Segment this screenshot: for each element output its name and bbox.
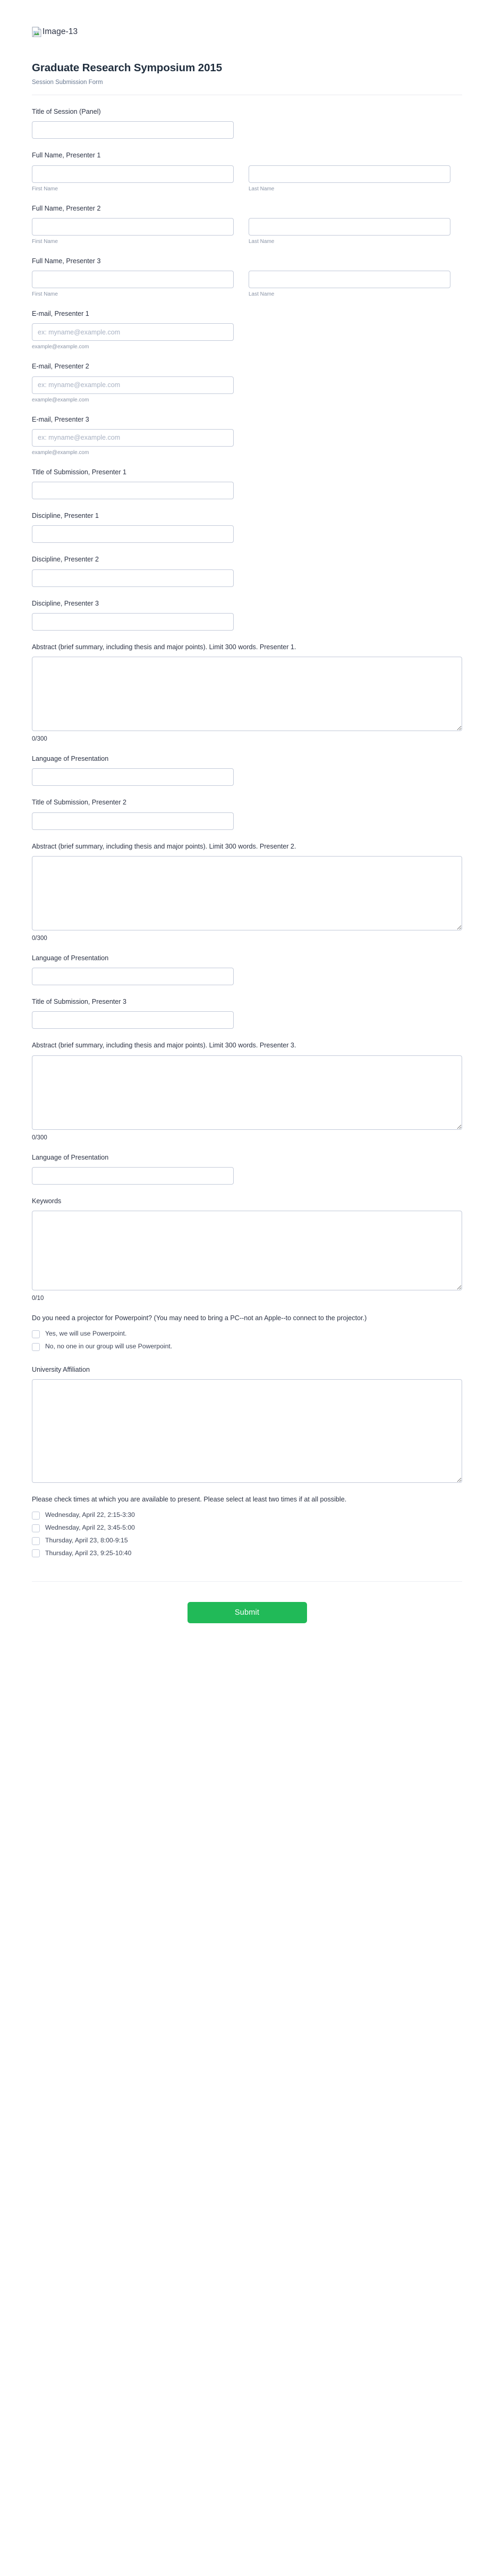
field-submission-title2 — [32, 786, 462, 829]
presenter1-first-name-hint: First Name — [32, 186, 58, 192]
language2-input[interactable] — [32, 968, 234, 985]
field-university-affiliation — [32, 1353, 462, 1483]
field-language1 — [32, 742, 462, 786]
discipline2-input[interactable] — [32, 569, 234, 587]
form-subtitle: Session Submission Form — [32, 79, 103, 86]
label-presenter3-name: Full Name, Presenter 3 — [32, 257, 101, 265]
email3-input[interactable] — [32, 429, 234, 447]
label-presenter1-name: Full Name, Presenter 1 — [32, 152, 101, 160]
label-submission-title3: Title of Submission, Presenter 3 — [32, 998, 127, 1005]
availability-option-1-label: Wednesday, April 22, 2:15-3:30 — [45, 1511, 135, 1519]
abstract2-counter: 0/300 — [32, 935, 47, 942]
keywords-textarea[interactable] — [32, 1211, 462, 1290]
field-language2 — [32, 942, 462, 985]
presenter2-name-row — [32, 218, 462, 245]
presenter3-name-row — [32, 271, 462, 297]
availability-option-1[interactable] — [32, 1509, 462, 1522]
projector-option-no-label: No, no one in our group will use Powerpoint. — [45, 1342, 173, 1350]
keywords-counter: 0/10 — [32, 1295, 44, 1302]
field-keywords — [32, 1185, 462, 1302]
availability-option-2[interactable] — [32, 1522, 462, 1534]
abstract3-textarea[interactable] — [32, 1055, 462, 1130]
broken-image-placeholder — [0, 0, 494, 37]
checkbox-icon[interactable] — [32, 1330, 40, 1338]
form-header — [0, 37, 494, 86]
presenter3-last-name-hint: Last Name — [249, 291, 275, 297]
broken-image-icon — [32, 27, 41, 37]
field-presenter3-name — [32, 245, 462, 297]
presenter3-last-name-input[interactable] — [249, 271, 450, 288]
field-language3 — [32, 1141, 462, 1185]
discipline1-input[interactable] — [32, 525, 234, 543]
submit-area — [0, 1582, 494, 1655]
presenter2-first-name-hint: First Name — [32, 238, 58, 245]
language3-input[interactable] — [32, 1167, 234, 1185]
abstract3-counter: 0/300 — [32, 1134, 47, 1141]
field-availability — [32, 1483, 462, 1560]
university-affiliation-textarea[interactable] — [32, 1379, 462, 1483]
submit-button[interactable]: Submit — [188, 1602, 307, 1623]
field-discipline1 — [32, 499, 462, 543]
field-abstract3 — [32, 1029, 462, 1140]
discipline3-input[interactable] — [32, 613, 234, 631]
presenter1-last-name-input[interactable] — [249, 165, 450, 183]
presenter1-first-col — [32, 165, 234, 192]
field-email1 — [32, 297, 462, 350]
presenter2-last-col — [249, 218, 450, 245]
email2-hint: example@example.com — [32, 397, 89, 403]
field-submission-title1 — [32, 456, 462, 499]
checkbox-icon[interactable] — [32, 1524, 40, 1532]
field-discipline3 — [32, 587, 462, 631]
presenter1-first-name-input[interactable] — [32, 165, 234, 183]
page-title: Graduate Research Symposium 2015 — [32, 62, 222, 74]
checkbox-icon[interactable] — [32, 1343, 40, 1351]
email3-hint: example@example.com — [32, 449, 89, 456]
availability-option-2-label: Wednesday, April 22, 3:45-5:00 — [45, 1524, 135, 1532]
field-session-title — [32, 95, 462, 139]
label-abstract3: Abstract (brief summary, including thesis and major points). Limit 300 words. Presenter 3. — [32, 1042, 296, 1050]
projector-option-yes[interactable] — [32, 1328, 462, 1340]
presenter2-first-col — [32, 218, 234, 245]
submission-title3-input[interactable] — [32, 1011, 234, 1029]
presenter3-first-col — [32, 271, 234, 297]
label-email3: E-mail, Presenter 3 — [32, 415, 89, 423]
email2-input[interactable] — [32, 376, 234, 394]
session-title-input[interactable] — [32, 121, 234, 139]
label-email2: E-mail, Presenter 2 — [32, 363, 89, 371]
label-presenter2-name: Full Name, Presenter 2 — [32, 204, 101, 212]
availability-option-3-label: Thursday, April 23, 8:00-9:15 — [45, 1537, 128, 1545]
label-abstract1: Abstract (brief summary, including thesis and major points). Limit 300 words. Presenter 1. — [32, 643, 296, 651]
presenter1-last-name-hint: Last Name — [249, 186, 275, 192]
label-language2: Language of Presentation — [32, 954, 109, 962]
field-discipline2 — [32, 543, 462, 586]
form-fields — [0, 95, 494, 1560]
availability-option-4[interactable] — [32, 1547, 462, 1560]
language1-input[interactable] — [32, 768, 234, 786]
field-abstract2 — [32, 830, 462, 942]
availability-option-3[interactable] — [32, 1534, 462, 1547]
presenter3-first-name-hint: First Name — [32, 291, 58, 297]
label-submission-title1: Title of Submission, Presenter 1 — [32, 468, 127, 476]
email1-input[interactable] — [32, 323, 234, 341]
label-session-title: Title of Session (Panel) — [32, 108, 101, 115]
label-language3: Language of Presentation — [32, 1153, 109, 1161]
field-email2 — [32, 350, 462, 402]
presenter1-name-row — [32, 165, 462, 192]
field-submission-title3 — [32, 985, 462, 1029]
label-university-affiliation: University Affiliation — [32, 1365, 90, 1373]
email1-hint: example@example.com — [32, 344, 89, 350]
label-abstract2: Abstract (brief summary, including thesis and major points). Limit 300 words. Presenter 2. — [32, 842, 296, 850]
projector-option-no[interactable] — [32, 1340, 462, 1353]
presenter3-first-name-input[interactable] — [32, 271, 234, 288]
field-abstract1 — [32, 631, 462, 742]
presenter2-first-name-input[interactable] — [32, 218, 234, 236]
presenter2-last-name-hint: Last Name — [249, 238, 275, 245]
field-presenter1-name — [32, 139, 462, 191]
presenter3-last-col — [249, 271, 450, 297]
abstract1-counter: 0/300 — [32, 736, 47, 742]
label-email1: E-mail, Presenter 1 — [32, 310, 89, 317]
checkbox-icon[interactable] — [32, 1537, 40, 1545]
label-projector: Do you need a projector for Powerpoint? (You may need to bring a PC--not an Apple--to connect to the projector.) — [32, 1314, 367, 1322]
label-discipline2: Discipline, Presenter 2 — [32, 556, 99, 564]
field-projector — [32, 1302, 462, 1353]
label-discipline1: Discipline, Presenter 1 — [32, 512, 99, 519]
projector-option-yes-label: Yes, we will use Powerpoint. — [45, 1330, 127, 1338]
abstract2-textarea[interactable] — [32, 856, 462, 930]
checkbox-icon[interactable] — [32, 1512, 40, 1520]
projector-option-list — [32, 1328, 462, 1353]
label-keywords: Keywords — [32, 1197, 62, 1205]
label-submission-title2: Title of Submission, Presenter 2 — [32, 799, 127, 807]
label-language1: Language of Presentation — [32, 755, 109, 762]
submission-title1-input[interactable] — [32, 482, 234, 499]
label-discipline3: Discipline, Presenter 3 — [32, 599, 99, 607]
presenter1-last-col — [249, 165, 450, 192]
availability-option-list — [32, 1509, 462, 1559]
label-availability: Please check times at which you are available to present. Please select at least two times if at all possible. — [32, 1496, 347, 1504]
field-email3 — [32, 403, 462, 456]
broken-image-alt-text: Image-13 — [42, 27, 78, 37]
availability-option-4-label: Thursday, April 23, 9:25-10:40 — [45, 1549, 132, 1557]
submission-title2-input[interactable] — [32, 812, 234, 830]
checkbox-icon[interactable] — [32, 1549, 40, 1557]
presenter2-last-name-input[interactable] — [249, 218, 450, 236]
abstract1-textarea[interactable] — [32, 657, 462, 731]
field-presenter2-name — [32, 192, 462, 245]
